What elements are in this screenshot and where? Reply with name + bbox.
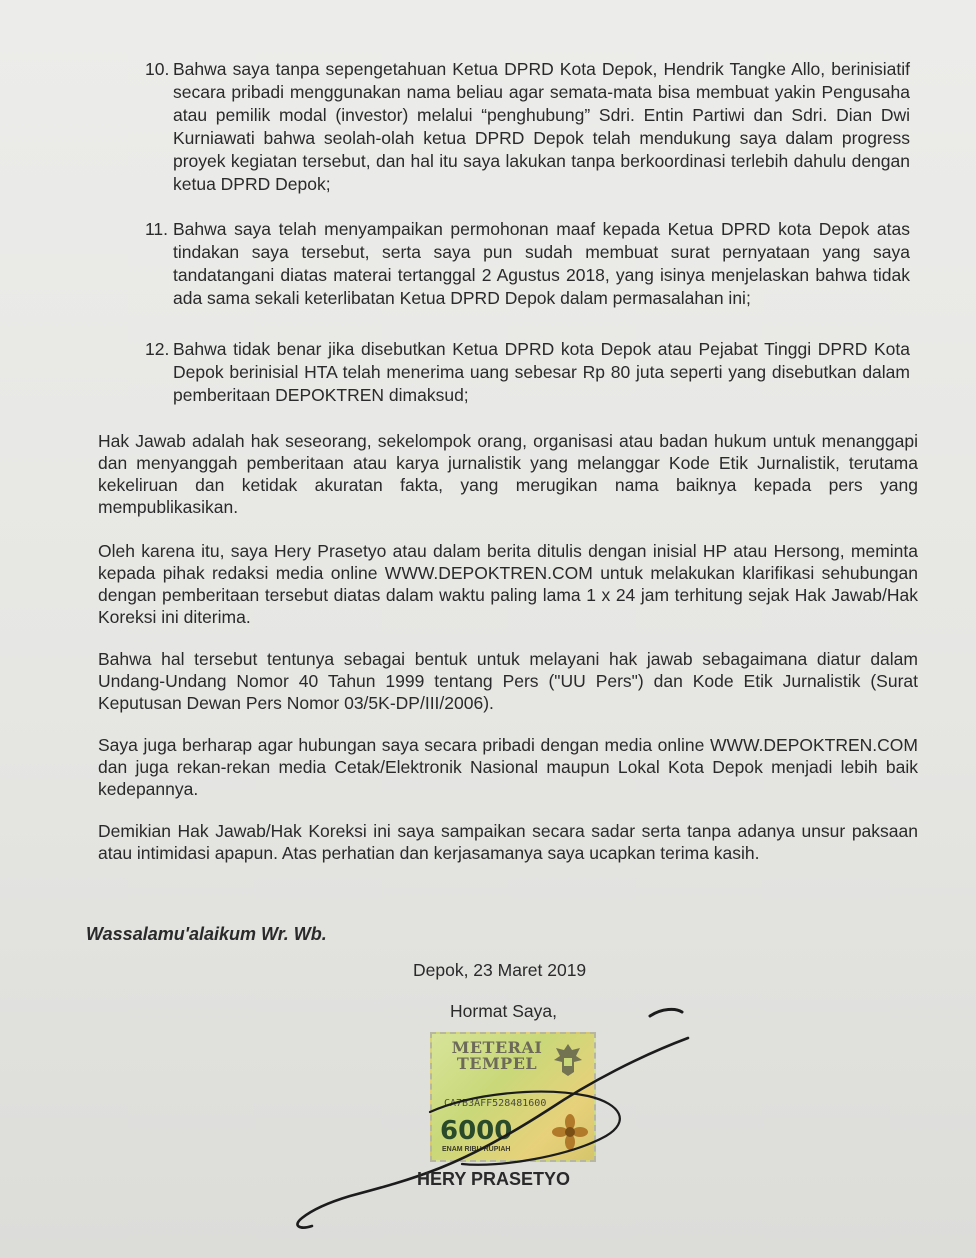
stamp-value-words: ENAM RIBU RUPIAH [442,1146,511,1153]
flower-emblem-icon [552,1114,588,1150]
item-number: 11. [145,219,169,239]
stamp-title-line2: TEMPEL [456,1054,538,1073]
numbered-item [145,58,910,196]
numbered-item [145,338,910,407]
numbered-item [145,218,910,310]
paragraph-legal-basis: Bahwa hal tersebut tentunya sebagai bentuk untuk melayani hak jawab sebagaimana diatur dalam Undang-Undang Nomor 40 Tahun 1999 tentang Pers ("UU Pers") dan Kode Etik Jurnalistik (Surat Keputusan Dewan Pers Nomor 03/5K-DP/III/2006). [98,649,918,713]
item-text: Bahwa saya telah menyampaikan permohonan maaf kepada Ketua DPRD kota Depok atas tindakan saya tersebut, serta saya pun sudah membuat surat pernyataan yang saya tandatangani diatas materai tertanggal 2 Agustus 2018, yang isinya menjelaskan bahwa tidak ada sama sekali keterlibatan Ketua DPRD Depok dalam permasalahan ini; [173,219,910,308]
stamp-serial: CA7B3AFF528481600 [444,1098,547,1109]
stamp-title-line1: METERAI [451,1038,543,1057]
duty-stamp [430,1032,596,1162]
signer-name: HERY PRASETYO [417,1169,571,1189]
item-text: Bahwa saya tanpa sepengetahuan Ketua DPRD Kota Depok, Hendrik Tangke Allo, berinisiatif secara pribadi menggunakan nama beliau agar semata-mata bisa membuat yakin Pengusaha atau pemilik modal (investor) melalui “penghubung” Sdri. Entin Partiwi dan Sdri. Dian Dwi Kurniawati bahwa seolah-olah ketua DPRD Depok telah mendukung saya dalam progress proyek kegiatan tersebut, dan hal itu saya lakukan tanpa berkoordinasi terlebih dahulu dengan ketua DPRD Depok; [173,59,910,194]
item-text: Bahwa tidak benar jika disebutkan Ketua DPRD kota Depok atau Pejabat Tinggi DPRD Kota Depok berinisial HTA telah menerima uang sebesar Rp 80 juta seperti yang disebutkan dalam pemberitaan DEPOKTREN dimaksud; [173,339,910,405]
paragraph-request: Oleh karena itu, saya Hery Prasetyo atau dalam berita ditulis dengan inisial HP atau Hersong, meminta kepada pihak redaksi media online WWW.DEPOKTREN.COM untuk melakukan klarifikasi sehubungan dengan pemberitaan tersebut diatas dalam waktu paling lama 1 x 24 jam terhitung sejak Hak Jawab/Hak Koreksi ini diterima. [98,541,918,627]
closing-salutation: Wassalamu'alaikum Wr. Wb. [86,924,327,944]
paragraph-hope: Saya juga berharap agar hubungan saya secara pribadi dengan media online WWW.DEPOKTREN.COM dan juga rekan-rekan media Cetak/Elektronik Nasional maupun Lokal Kota Depok menjadi lebih baik kedepannya. [98,735,918,799]
garuda-emblem-icon [550,1040,586,1080]
stamp-title [442,1040,552,1072]
stamp-value: 6000 [440,1116,513,1146]
regards-line: Hormat Saya, [450,1001,557,1021]
item-number: 12. [145,339,170,359]
paragraph-definition: Hak Jawab adalah hak seseorang, sekelompok orang, organisasi atau badan hukum untuk menanggapi dan menyanggah pemberitaan atau karya jurnalistik yang melanggar Kode Etik Jurnalistik, terutama kekeliruan dan ketidak akuratan fakta, yang merugikan nama baiknya kepada pers yang mempublikasikan. [98,431,918,517]
item-number: 10. [145,59,170,79]
paragraph-closing: Demikian Hak Jawab/Hak Koreksi ini saya sampaikan secara sadar serta tanpa adanya unsur paksaan atau intimidasi apapun. Atas perhatian dan kerjasamanya saya ucapkan terima kasih. [98,821,918,863]
date-line: Depok, 23 Maret 2019 [413,960,587,980]
